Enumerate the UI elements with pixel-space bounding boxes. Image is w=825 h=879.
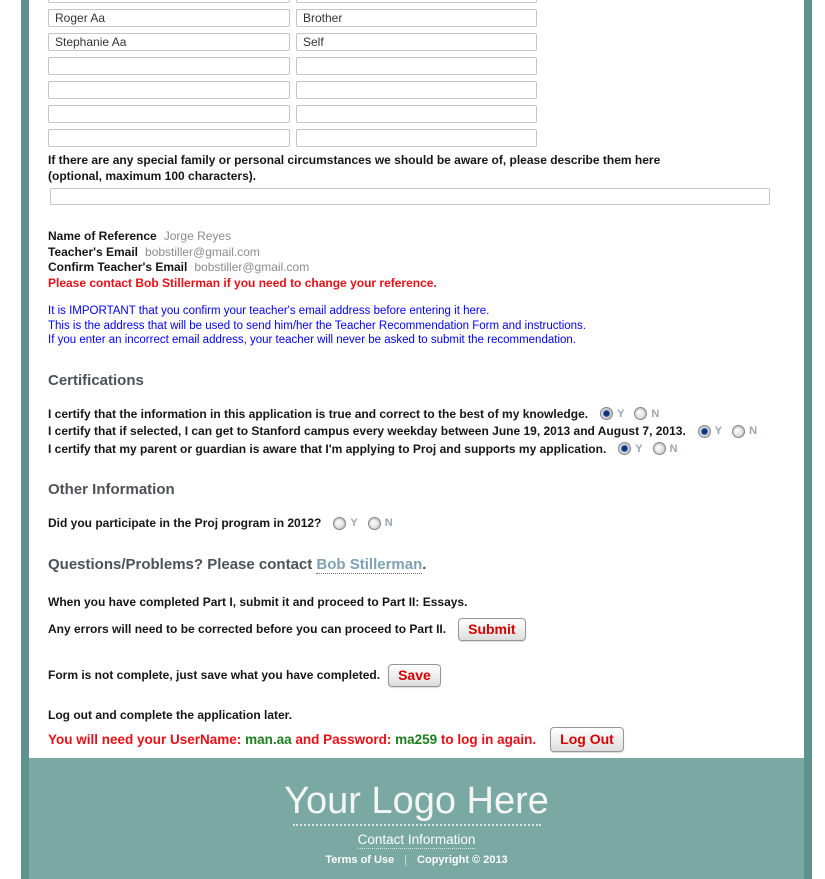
confirm-email-row bbox=[48, 260, 790, 276]
reference-name-value: Jorge Reyes bbox=[163, 229, 232, 243]
certify-campus-no-radio[interactable] bbox=[732, 425, 745, 438]
family-relation-input[interactable] bbox=[296, 33, 537, 51]
family-name-input[interactable] bbox=[48, 9, 290, 27]
certify-campus-yes-radio[interactable] bbox=[698, 425, 711, 438]
circumstances-input[interactable] bbox=[50, 188, 770, 205]
no-label: N bbox=[749, 425, 758, 438]
reference-change-note: Please contact Bob Stillerman if you need to change your reference. bbox=[48, 275, 437, 290]
family-relation-input[interactable] bbox=[296, 0, 537, 3]
teacher-email-label: Teacher's Email bbox=[48, 244, 139, 259]
confirm-email-label: Confirm Teacher's Email bbox=[48, 260, 188, 274]
certify-parent-yes-radio[interactable] bbox=[618, 442, 631, 455]
logout-warning-text: You will need your UserName: man.aa and Password: ma259 to log in again. bbox=[48, 731, 537, 747]
footer-separator: | bbox=[404, 854, 408, 866]
reference-name-row bbox=[48, 229, 790, 245]
terms-of-use-link[interactable]: Terms of Use bbox=[325, 854, 395, 866]
family-relation-input[interactable] bbox=[296, 9, 537, 27]
participate-2012-label: Did you participate in the Proj program in 2012? bbox=[48, 516, 322, 531]
footer-terms-row bbox=[29, 854, 804, 866]
family-name-input[interactable] bbox=[48, 57, 290, 75]
yes-label: Y bbox=[714, 425, 723, 438]
circumstances-label bbox=[48, 152, 790, 184]
certify-parent-row bbox=[48, 440, 790, 458]
certify-truth-no-radio[interactable] bbox=[634, 407, 647, 420]
yes-label: Y bbox=[635, 442, 643, 455]
errors-note: Any errors will need to be corrected before you can proceed to Part II. bbox=[48, 622, 447, 637]
questions-contact-line bbox=[48, 556, 790, 573]
form-content bbox=[29, 0, 804, 758]
email-important-note bbox=[48, 304, 790, 348]
certify-campus-row bbox=[48, 422, 790, 440]
certify-parent-no-radio[interactable] bbox=[653, 442, 666, 455]
certifications-heading: Certifications bbox=[48, 371, 144, 389]
submit-row bbox=[48, 618, 790, 641]
participate-no-radio[interactable] bbox=[368, 517, 381, 530]
family-name-input[interactable] bbox=[48, 129, 290, 147]
yes-label: Y bbox=[617, 407, 625, 420]
logout-note: Log out and complete the application later. bbox=[48, 707, 293, 722]
questions-suffix: . bbox=[422, 555, 427, 573]
email-important-line1: It is IMPORTANT that you confirm your teacher's email address before entering it here. bbox=[48, 305, 490, 317]
copyright-text: Copyright © 2013 bbox=[417, 854, 508, 866]
confirm-email-value: bobstiller@gmail.com bbox=[194, 260, 310, 274]
certify-truth-row bbox=[48, 405, 790, 423]
family-name-input[interactable] bbox=[48, 105, 290, 123]
save-note: Form is not complete, just save what you have completed. bbox=[48, 668, 381, 683]
application-form-page bbox=[21, 0, 812, 879]
bob-stillerman-link[interactable]: Bob Stillerman bbox=[316, 555, 423, 573]
email-important-line2: This is the address that will be used to send him/her the Teacher Recommendation Form and instructions. bbox=[48, 319, 587, 332]
reference-name-label: Name of Reference bbox=[48, 229, 157, 243]
reference-block bbox=[48, 229, 790, 291]
family-relation-input[interactable] bbox=[296, 81, 537, 99]
other-information-heading: Other Information bbox=[48, 481, 175, 499]
participate-2012-row bbox=[48, 514, 790, 532]
username-value: man.aa bbox=[245, 731, 292, 747]
circumstances-label-line2: (optional, maximum 100 characters). bbox=[48, 169, 257, 183]
questions-prefix: Questions/Problems? Please contact bbox=[48, 555, 317, 573]
teacher-email-value: bobstiller@gmail.com bbox=[145, 244, 260, 259]
family-relation-input[interactable] bbox=[296, 129, 537, 147]
email-important-line3: If you enter an incorrect email address, your teacher will never be asked to submit the recommendation. bbox=[48, 334, 576, 347]
certify-truth-yes-radio[interactable] bbox=[600, 407, 613, 420]
no-label: N bbox=[669, 442, 678, 455]
certify-parent-label: I certify that my parent or guardian is aware that I'm applying to Proj and supports my application. bbox=[48, 441, 607, 456]
logout-button[interactable]: Log Out bbox=[550, 727, 624, 752]
family-name-input[interactable] bbox=[48, 0, 290, 3]
family-relation-input[interactable] bbox=[296, 105, 537, 123]
submit-button[interactable]: Submit bbox=[458, 618, 525, 641]
teacher-email-row bbox=[48, 245, 790, 261]
save-button[interactable]: Save bbox=[388, 664, 441, 687]
family-members-grid bbox=[48, 0, 537, 147]
participate-yes-radio[interactable] bbox=[333, 517, 346, 530]
certify-truth-label: I certify that the information in this application is true and correct to the best of my knowledge. bbox=[48, 406, 589, 421]
yes-label: Y bbox=[350, 517, 358, 530]
no-label: N bbox=[651, 407, 660, 420]
part1-instructions-line: When you have completed Part I, submit it and proceed to Part II: Essays. bbox=[48, 594, 468, 609]
logout-warning-row bbox=[48, 727, 790, 752]
password-value: ma259 bbox=[395, 731, 438, 747]
family-name-input[interactable] bbox=[48, 81, 290, 99]
page-footer bbox=[29, 758, 804, 879]
footer-contact-link[interactable]: Contact Information bbox=[357, 832, 476, 847]
save-row bbox=[48, 664, 790, 687]
family-relation-input[interactable] bbox=[296, 57, 537, 75]
certify-campus-label: I certify that if selected, I can get to Stanford campus every weekday between June 19, 2013 and August 7, 2013. bbox=[48, 424, 686, 439]
circumstances-label-line1: If there are any special family or personal circumstances we should be aware of, please describe them here bbox=[48, 153, 661, 167]
family-name-input[interactable] bbox=[48, 33, 290, 51]
footer-logo-text: Your Logo Here bbox=[284, 780, 549, 822]
no-label: N bbox=[384, 517, 393, 530]
